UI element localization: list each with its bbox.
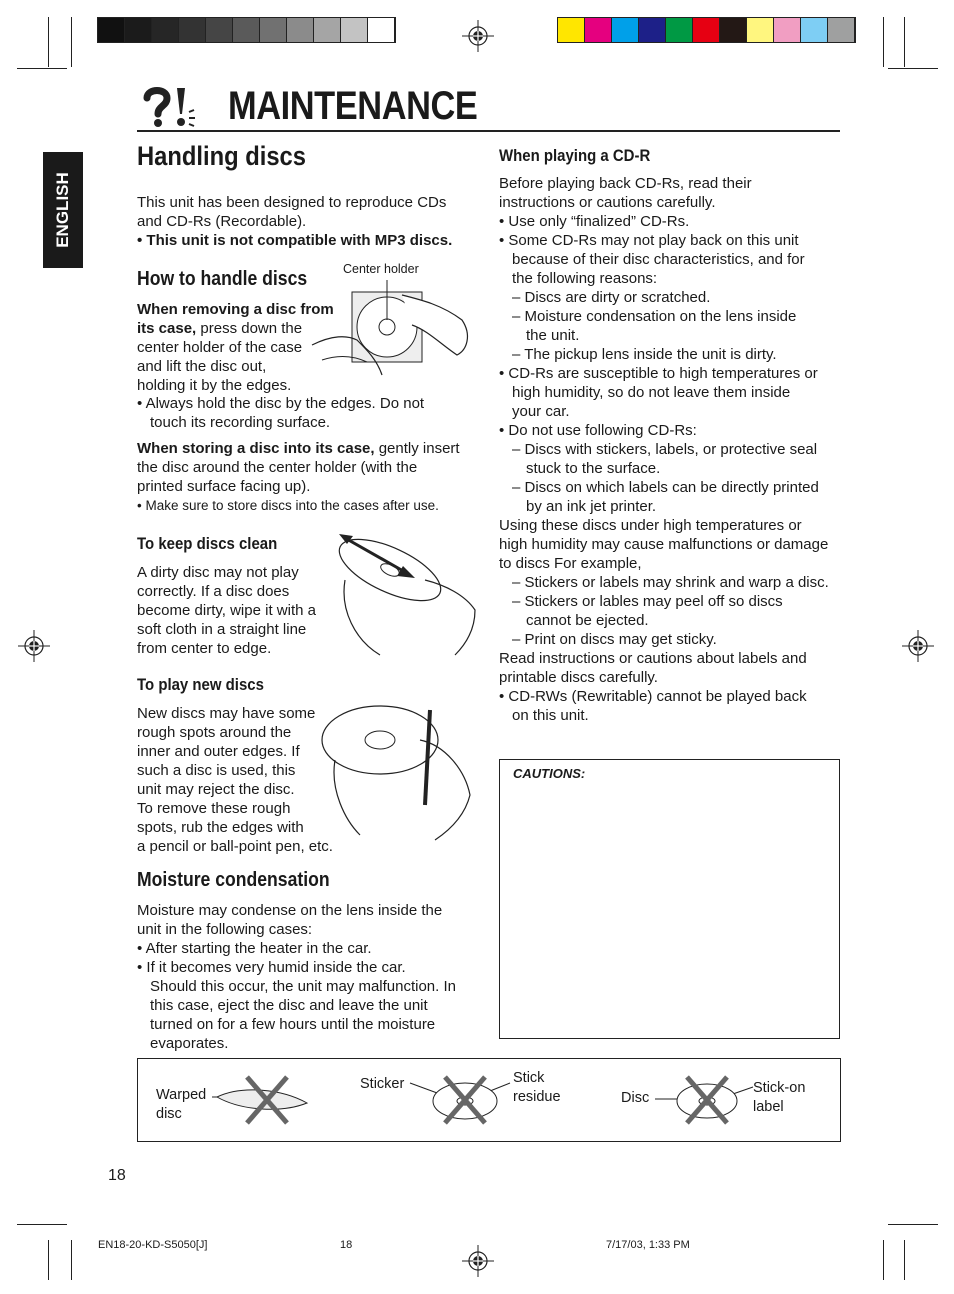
moisture-heading: Moisture condensation — [137, 869, 330, 891]
crop-mark — [17, 1224, 67, 1225]
crop-mark — [71, 17, 72, 67]
color-swatch — [558, 18, 585, 42]
text-line: Using these discs under high temperatures or — [499, 517, 802, 534]
gray-swatch — [206, 18, 233, 42]
question-exclamation-icon — [137, 84, 197, 128]
text-line: become dirty, wipe it with a — [137, 602, 316, 619]
gray-swatch — [368, 18, 395, 42]
gray-swatch — [179, 18, 206, 42]
text-line: from center to edge. — [137, 640, 272, 657]
gray-calibration-bar — [97, 17, 396, 43]
text-line: by an ink jet printer. — [526, 498, 657, 515]
color-swatch — [801, 18, 828, 42]
warped-disc-label — [156, 1086, 206, 1124]
cautions-label: CAUTIONS: — [513, 766, 586, 781]
text-line: Stick-on — [753, 1080, 806, 1096]
sticker-disc-icon — [410, 1075, 515, 1125]
crop-mark — [883, 17, 884, 67]
text-line: • Use only “finalized” CD-Rs. — [499, 213, 690, 230]
text-line: to discs For example, — [499, 555, 642, 572]
disc-case-hands-illustration — [312, 280, 477, 390]
text-line: and lift the disc out, — [137, 358, 267, 375]
text-line: Warped — [156, 1087, 207, 1103]
cdr-text — [499, 174, 844, 725]
crop-mark — [17, 68, 67, 69]
crop-mark — [904, 1240, 905, 1280]
text-line: stuck to the surface. — [526, 460, 661, 477]
crop-mark — [888, 68, 938, 69]
gray-swatch — [125, 18, 152, 42]
color-swatch — [747, 18, 774, 42]
stick-residue-label — [513, 1069, 561, 1107]
text-line: residue — [513, 1089, 561, 1105]
gray-swatch — [152, 18, 179, 42]
play-new-heading: To play new discs — [137, 675, 264, 694]
text-line: touch its recording surface. — [150, 414, 331, 431]
text-line: inner and outer edges. If — [137, 743, 300, 760]
text-line: label — [753, 1099, 784, 1115]
text-line: printed surface facing up). — [137, 478, 311, 495]
text-line: To remove these rough — [137, 800, 291, 817]
bold-text: When removing a disc from — [137, 301, 334, 318]
text-line: rough spots around the — [137, 724, 292, 741]
text-line: on this unit. — [512, 707, 589, 724]
text-line: high humidity, so do not leave them inside — [512, 384, 791, 401]
text-line: Moisture may condense on the lens inside the — [137, 902, 443, 919]
text-line: evaporates. — [150, 1035, 229, 1052]
center-holder-label: Center holder — [343, 262, 419, 276]
color-swatch — [612, 18, 639, 42]
crop-mark — [48, 17, 49, 67]
page-number: 18 — [108, 1167, 126, 1184]
always-hold-note — [137, 394, 424, 432]
text-line: Before playing back CD-Rs, read their — [499, 175, 752, 192]
storing-paragraph — [137, 439, 460, 496]
text-line: Stick — [513, 1070, 545, 1086]
text-line: This unit has been designed to reproduce CDs — [137, 194, 447, 211]
language-tab — [43, 152, 83, 268]
text-line: • This unit is not compatible with MP3 discs. — [137, 232, 453, 249]
text-line: holding it by the edges. — [137, 377, 292, 394]
pencil-edge-illustration — [320, 700, 480, 845]
play-new-text — [137, 704, 333, 856]
color-swatch — [585, 18, 612, 42]
bold-text: When storing a disc into its case, — [137, 440, 375, 457]
text-line: and CD-Rs (Recordable). — [137, 213, 307, 230]
storing-note: • Make sure to store discs into the cases after use. — [137, 498, 439, 513]
text-line: center holder of the case — [137, 339, 303, 356]
text-line: – Print on discs may get sticky. — [512, 631, 717, 648]
disc-label: Disc — [621, 1090, 650, 1106]
text-line: the following reasons: — [512, 270, 658, 287]
cautions-box — [499, 759, 840, 1039]
page-title: MAINTENANCE — [228, 84, 478, 128]
warped-disc-icon — [212, 1075, 312, 1125]
section-title: Handling discs — [137, 141, 307, 171]
print-date: 7/17/03, 1:33 PM — [606, 1239, 690, 1251]
gray-swatch — [233, 18, 260, 42]
text-line: correctly. If a disc does — [137, 583, 290, 600]
text-line: such a disc is used, this — [137, 762, 296, 779]
text-line: spots, rub the edges with — [137, 819, 304, 836]
text-line: – Discs with stickers, labels, or protective seal — [512, 441, 818, 458]
text-line: soft cloth in a straight line — [137, 621, 307, 638]
text-span: press down the — [196, 320, 303, 337]
text-line: unit may reject the disc. — [137, 781, 295, 798]
text-line: • If it becomes very humid inside the car. — [137, 959, 406, 976]
text-line: your car. — [512, 403, 570, 420]
text-line: – Discs on which labels can be directly printed — [512, 479, 819, 496]
color-swatch — [720, 18, 747, 42]
text-line: because of their disc characteristics, and for — [512, 251, 805, 268]
text-line: • After starting the heater in the car. — [137, 940, 372, 957]
text-line: – Discs are dirty or scratched. — [512, 289, 711, 306]
file-name: EN18-20-KD-S5050[J] — [98, 1239, 208, 1251]
text-line: high humidity may cause malfunctions or damage — [499, 536, 829, 553]
text-line: – Moisture condensation on the lens inside — [512, 308, 797, 325]
registration-target-icon — [18, 630, 50, 662]
text-line: A dirty disc may not play — [137, 564, 299, 581]
labeled-disc-icon — [655, 1075, 755, 1125]
text-line: this case, eject the disc and leave the unit — [150, 997, 428, 1014]
text-line: the unit. — [526, 327, 580, 344]
gray-swatch — [314, 18, 341, 42]
text-line: turned on for a few hours until the moisture — [150, 1016, 436, 1033]
text-line: • CD-Rs are susceptible to high temperatures or — [499, 365, 818, 382]
stick-on-label-label — [753, 1079, 805, 1117]
text-line: printable discs carefully. — [499, 669, 658, 686]
language-label: ENGLISH — [53, 172, 72, 248]
text-line: – The pickup lens inside the unit is dirty. — [512, 346, 777, 363]
crop-mark — [904, 17, 905, 67]
crop-mark — [48, 1240, 49, 1280]
color-swatch — [828, 18, 855, 42]
text-line: a pencil or ball-point pen, etc. — [137, 838, 333, 855]
crop-mark — [888, 1224, 938, 1225]
wiping-disc-illustration — [335, 530, 480, 665]
text-line: • Always hold the disc by the edges. Do not — [137, 395, 425, 412]
text-line: – Stickers or labels may shrink and warp a disc. — [512, 574, 829, 591]
color-calibration-bar — [557, 17, 856, 43]
crop-mark — [883, 1240, 884, 1280]
color-swatch — [639, 18, 666, 42]
color-swatch — [774, 18, 801, 42]
gray-swatch — [287, 18, 314, 42]
gray-swatch — [341, 18, 368, 42]
text-line: unit in the following cases: — [137, 921, 313, 938]
title-rule — [137, 130, 840, 132]
color-swatch — [666, 18, 693, 42]
text-line: Should this occur, the unit may malfunction. In — [150, 978, 456, 995]
keep-clean-heading: To keep discs clean — [137, 534, 278, 553]
text-line: instructions or cautions carefully. — [499, 194, 716, 211]
registration-target-icon — [462, 20, 494, 52]
color-swatch — [693, 18, 720, 42]
text-line: Read instructions or cautions about labels and — [499, 650, 807, 667]
text-line: the disc around the center holder (with the — [137, 459, 418, 476]
text-line: • Some CD-Rs may not play back on this unit — [499, 232, 799, 249]
registration-target-icon — [902, 630, 934, 662]
text-line: New discs may have some — [137, 705, 316, 722]
text-line: cannot be ejected. — [526, 612, 649, 629]
how-to-handle-heading: How to handle discs — [137, 268, 308, 290]
keep-clean-text — [137, 563, 316, 658]
crop-mark — [71, 1240, 72, 1280]
print-page-number: 18 — [340, 1239, 353, 1251]
text-span: gently insert — [374, 440, 460, 457]
moisture-text — [137, 901, 456, 1053]
text-line: – Stickers or lables may peel off so discs — [512, 593, 783, 610]
sticker-label: Sticker — [360, 1076, 405, 1092]
text-line: • CD-RWs (Rewritable) cannot be played back — [499, 688, 807, 705]
bold-text: its case, — [137, 320, 197, 337]
cdr-heading: When playing a CD-R — [499, 146, 651, 165]
intro-text — [137, 193, 452, 250]
gray-swatch — [98, 18, 125, 42]
text-line: disc — [156, 1106, 182, 1122]
registration-target-icon — [462, 1245, 494, 1277]
text-line: • Do not use following CD-Rs: — [499, 422, 697, 439]
gray-swatch — [260, 18, 287, 42]
